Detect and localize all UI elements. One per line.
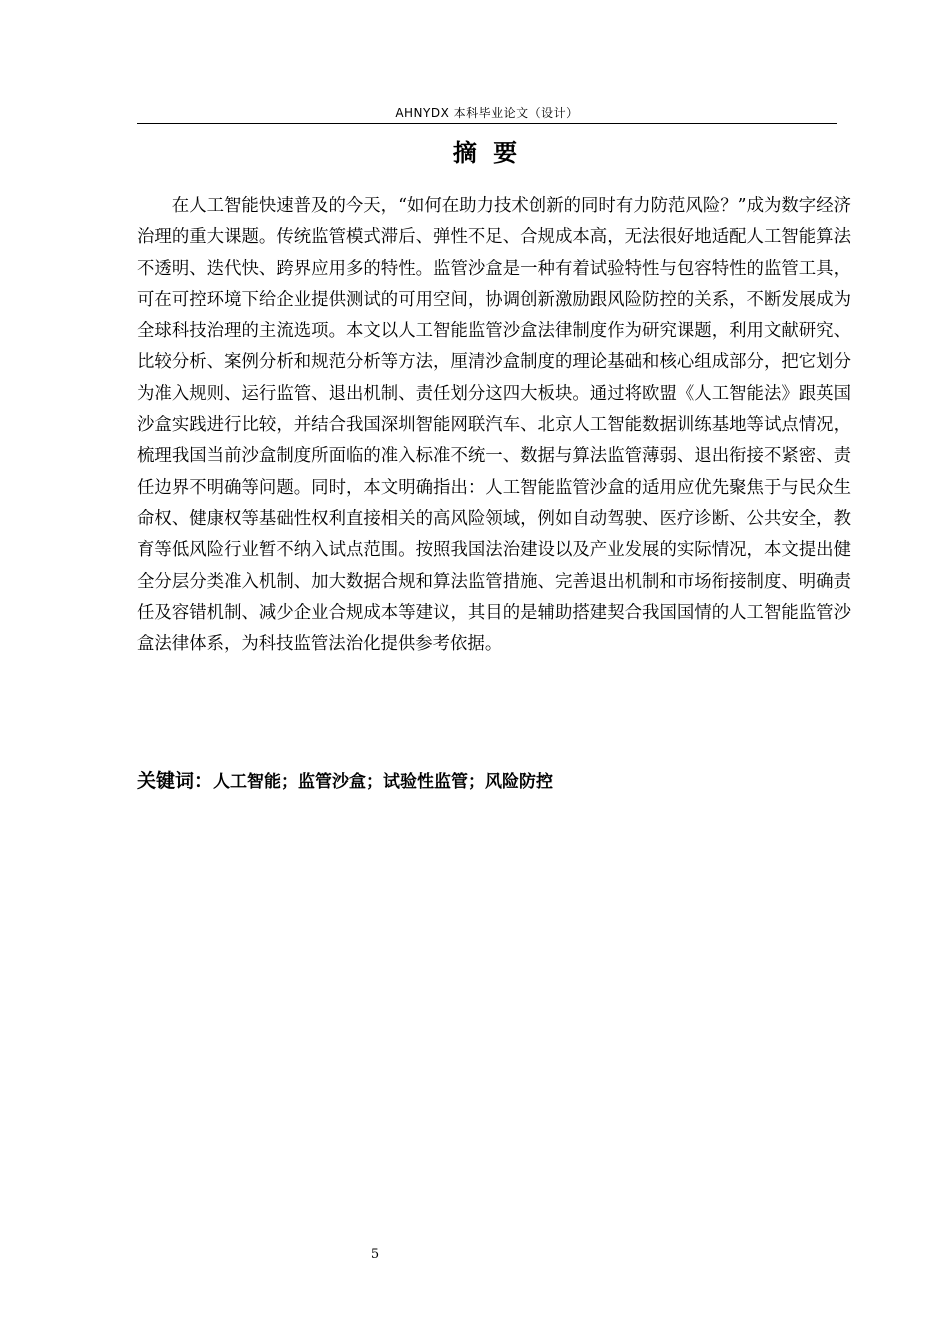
keywords-line — [137, 767, 837, 796]
keywords-label: 关键词： — [137, 770, 214, 792]
abstract-body: 在人工智能快速普及的今天，“如何在助力技术创新的同时有力防范风险？”成为数字经济治理的重大课题。传统监管模式滞后、弹性不足、合规成本高，无法很好地适配人工智能算法不透明、迭代快、跨界应用多的特性。监管沙盒是一种有着试验特性与包容特性的监管工具，可在可控环境下给企业提供测试的可用空间，协调创新激励跟风险防控的关系，不断发展成为全球科技治理的主流选项。本文以人工智能监管沙盒法律制度作为研究课题，利用文献研究、比较分析、案例分析和规范分析等方法，厘清沙盒制度的理论基础和核心组成部分，把它划分为准入规则、运行监管、退出机制、责任划分这四大板块。通过将欧盟《人工智能法》跟英国沙盒实践进行比较，并结合我国深圳智能网联汽车、北京人工智能数据训练基地等试点情况，梳理我国当前沙盒制度所面临的准入标准不统一、数据与算法监管薄弱、退出衔接不紧密、责任边界不明确等问题。同时，本文明确指出：人工智能监管沙盒的适用应优先聚焦于与民众生命权、健康权等基础性权利直接相关的高风险领域，例如自动驾驶、医疗诊断、公共安全，教育等低风险行业暂不纳入试点范围。按照我国法治建设以及产业发展的实际情况，本文提出健全分层分类准入机制、加大数据合规和算法监管措施、完善退出机制和市场衔接制度、明确责任及容错机制、减少企业合规成本等建议，其目的是辅助搭建契合我国国情的人工智能监管沙盒法律体系，为科技监管法治化提供参考依据。 — [137, 196, 851, 655]
page-number: 5 — [370, 1247, 380, 1262]
running-header: AHNYDX 本科毕业论文（设计） — [395, 106, 579, 120]
abstract-title: 摘 要 — [452, 139, 522, 167]
header-rule — [137, 123, 837, 124]
keywords-value: 人工智能；监管沙盒；试验性监管；风险防控 — [213, 772, 554, 792]
